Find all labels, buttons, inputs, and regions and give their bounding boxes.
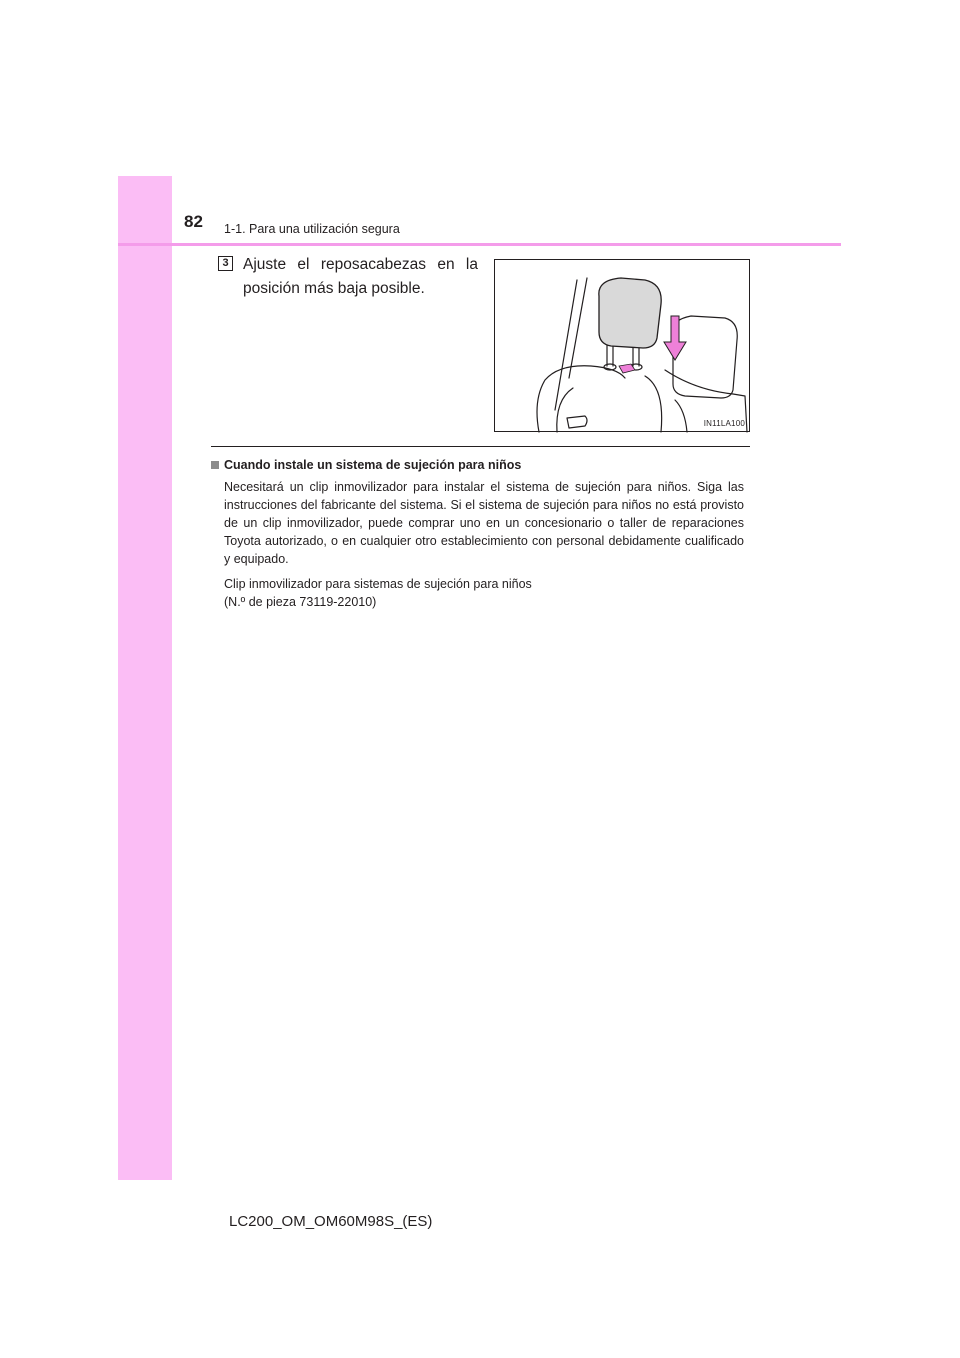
document-code-footer: LC200_OM_OM60M98S_(ES) bbox=[229, 1213, 433, 1230]
rear-headrest-right bbox=[673, 316, 737, 398]
note-body bbox=[224, 478, 744, 618]
step-number-badge: 3 bbox=[218, 256, 233, 271]
seatback-left-seam bbox=[557, 388, 573, 432]
step-instruction-line-1: Ajuste el reposacabezas en la bbox=[243, 256, 478, 273]
step-instruction-line-2: posición más baja posible. bbox=[243, 280, 425, 297]
page-number: 82 bbox=[184, 212, 203, 231]
note-heading-text: Cuando instale un sistema de sujeción para niños bbox=[224, 458, 522, 472]
part-name: Clip inmovilizador para sistemas de sujeción para niños bbox=[224, 577, 532, 591]
section-divider bbox=[211, 446, 750, 447]
square-bullet-icon bbox=[211, 461, 219, 469]
part-number-block bbox=[224, 575, 744, 611]
figure-code: IN11LA100 bbox=[703, 419, 745, 428]
page-side-tab bbox=[118, 176, 172, 1180]
front-headrest bbox=[599, 278, 661, 348]
headrest-illustration bbox=[494, 259, 750, 432]
section-title: 1-1. Para una utilización segura bbox=[224, 222, 400, 236]
part-number: (N.º de pieza 73119-22010) bbox=[224, 595, 377, 609]
pillar-line-left bbox=[555, 280, 577, 410]
headrest-drawing bbox=[495, 260, 751, 433]
seatback-left-outline bbox=[537, 366, 625, 432]
note-paragraph: Necesitará un clip inmovilizador para instalar el sistema de sujeción para niños. Siga las instrucciones del fabricante del sistema. Si el sistema de sujeción para niños no está provisto de un clip inmovilizador, puede comprar uno en un concesionario o taller de reparaciones Toyota autorizado, o en cualquier otro establecimiento con personal debidamente cualificado y equipado. bbox=[224, 480, 744, 566]
header-rule bbox=[118, 243, 841, 246]
seatback-center-seam-2 bbox=[675, 400, 687, 432]
note-heading bbox=[211, 458, 521, 472]
down-arrow-icon bbox=[664, 316, 686, 360]
belt-buckle bbox=[567, 416, 587, 428]
pillar-line-right bbox=[569, 278, 587, 378]
seatback-center-seam bbox=[645, 376, 662, 432]
